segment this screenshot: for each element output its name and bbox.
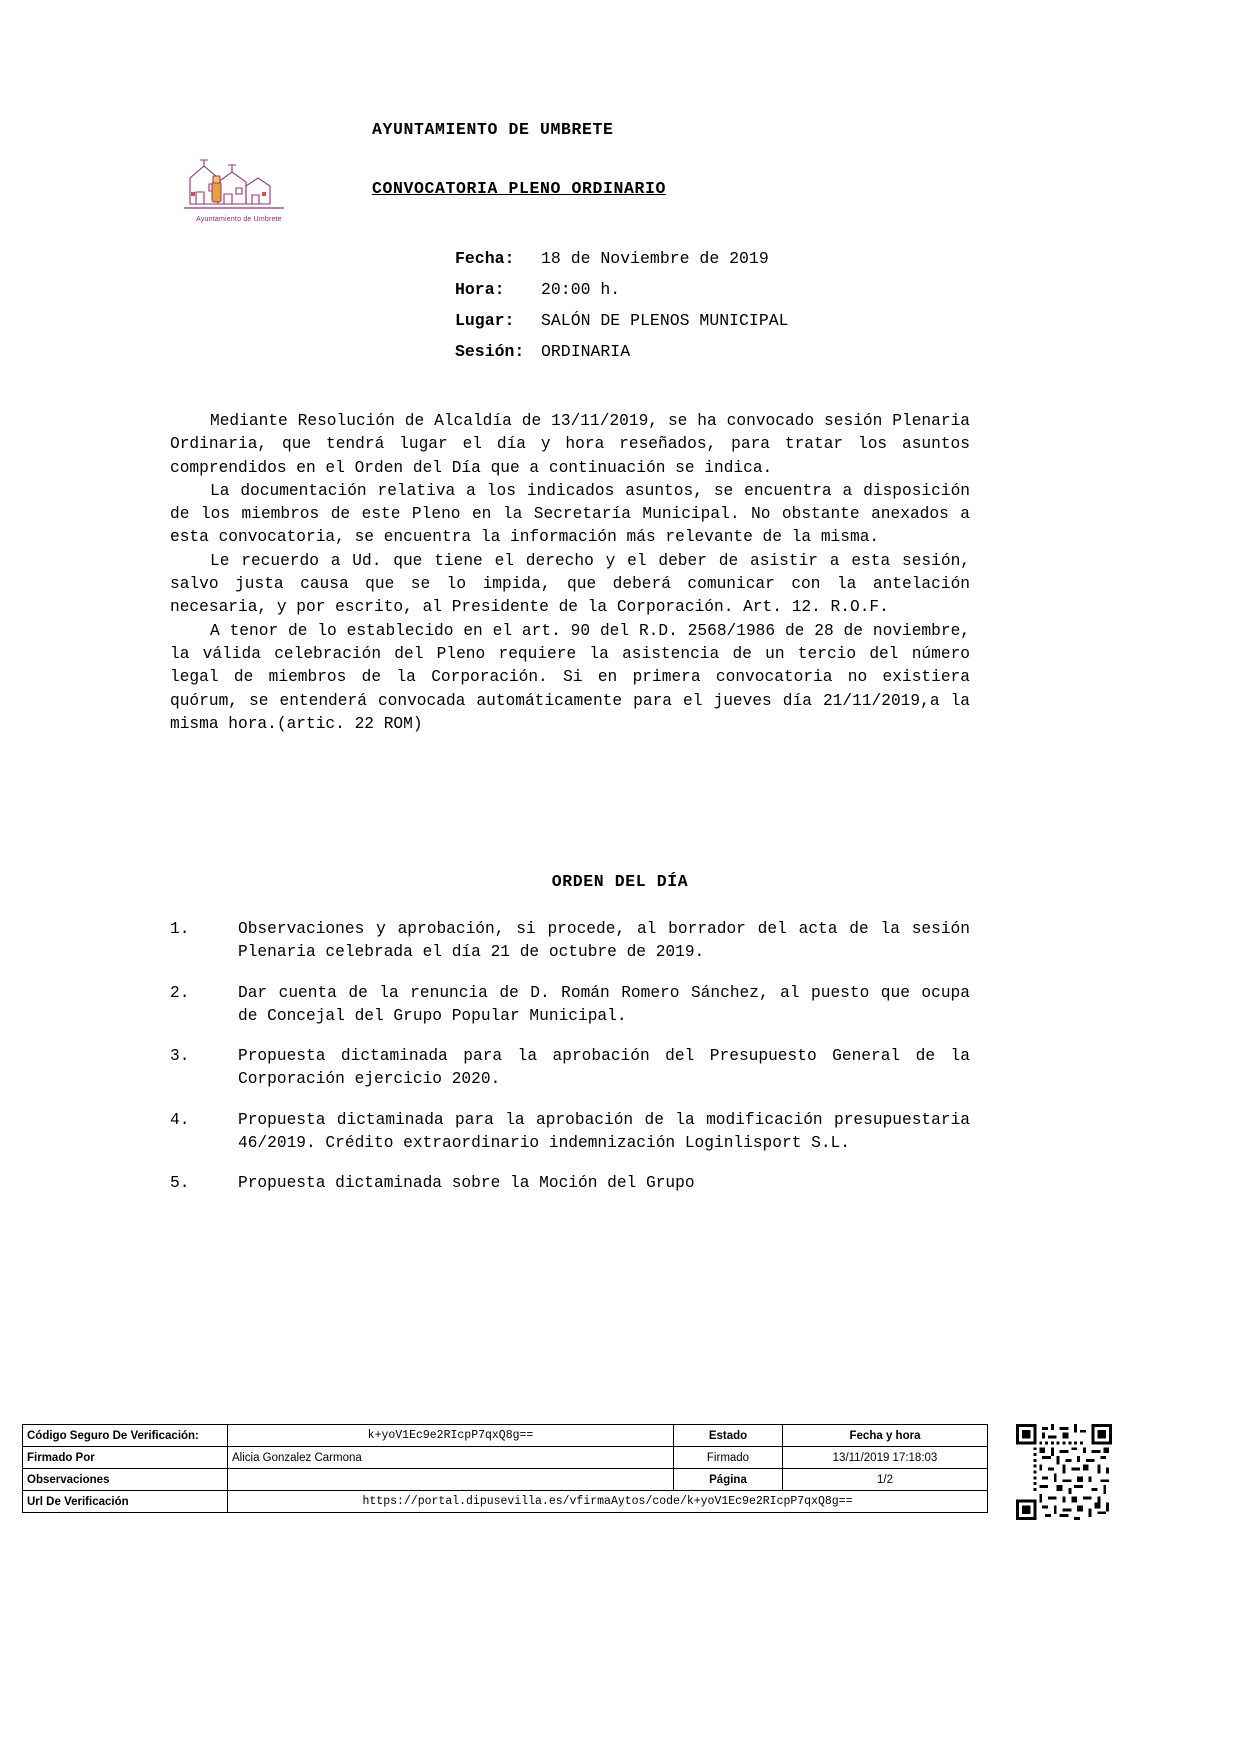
meta-value-fecha: 18 de Noviembre de 2019 [541,249,769,268]
document-title: CONVOCATORIA PLENO ORDINARIO [372,179,667,198]
agenda-item-text: Observaciones y aprobación, si procede, al borrador del acta de la sesión Plenaria celebrada el día 21 de octubre de 2019. [238,920,970,962]
agenda-item [170,1172,970,1195]
agenda-item [170,1045,970,1092]
meta-row-lugar [455,305,789,336]
paragraph-3: Le recuerdo a Ud. que tiene el derecho y el deber de asistir a esta sesión, salvo justa causa que se lo impida, que deberá comunicar con la antelación necesaria, y por escrito, al Presidente de la Corporación. Art. 12. R.O.F. [170,551,970,617]
logo-caption: Ayuntamiento de Umbrete [196,216,282,223]
agenda-item-number: 4. [170,1110,190,1129]
meta-label-hora: Hora: [455,280,505,299]
verification-table [22,1424,988,1513]
agenda-item-text: Dar cuenta de la renuncia de D. Román Romero Sánchez, al puesto que ocupa de Concejal del Grupo Popular Municipal. [238,983,970,1025]
observaciones-label: Observaciones [23,1469,228,1491]
meta-label-fecha: Fecha: [455,249,515,268]
agenda-item [170,918,970,965]
organization-title: AYUNTAMIENTO DE UMBRETE [372,120,614,139]
agenda-item-number: 1. [170,920,190,938]
municipal-coat-of-arms-logo [174,152,304,234]
agenda-item-number: 2. [170,983,190,1002]
meta-label-lugar: Lugar: [455,311,515,330]
url-value[interactable]: https://portal.dipusevilla.es/vfirmaAytos/code/k+yoV1Ec9e2RIcpP7qxQ8g== [228,1491,988,1513]
meta-label-sesion: Sesión: [455,342,525,361]
table-row [23,1447,988,1469]
agenda-item-text: Propuesta dictaminada para la aprobación del Presupuesto General de la Corporación ejercicio 2020. [238,1047,970,1089]
pagina-header: Página [674,1469,783,1491]
estado-value: Firmado [674,1447,783,1469]
firmado-por-label: Firmado Por [23,1447,228,1469]
csv-label: Código Seguro De Verificación: [23,1425,228,1447]
meta-row-hora [455,274,789,305]
meta-row-fecha [455,243,789,274]
paragraph-1: Mediante Resolución de Alcaldía de 13/11/2019, se ha convocado sesión Plenaria Ordinaria, que tendrá lugar el día y hora reseñados, para tratar los asuntos comprendidos en el Orden del Día que a continuación se indica. [170,412,970,477]
meta-value-hora: 20:00 h. [541,280,621,299]
agenda-item-number: 5. [170,1174,190,1193]
csv-value: k+yoV1Ec9e2RIcpP7qxQ8g== [228,1425,674,1447]
agenda-item-text: Propuesta dictaminada sobre la Moción del Grupo [238,1174,695,1193]
fecha-hora-value: 13/11/2019 17:18:03 [783,1447,988,1469]
estado-header: Estado [674,1425,783,1447]
agenda-item-text: Propuesta dictaminada para la aprobación de la modificación presupuestaria 46/2019. Crédito extraordinario indemnización Loginlisport S.L. [238,1110,970,1153]
observaciones-value [228,1469,674,1491]
table-row [23,1469,988,1491]
url-label: Url De Verificación [23,1491,228,1513]
paragraph-4: A tenor de lo establecido en el art. 90 del R.D. 2568/1986 de 28 de noviembre, la válida celebración del Pleno requiere la asistencia de un tercio del número legal de miembros de la Corporación. Si en primera convocatoria no existiera quórum, se entenderá convocada automáticamente para el jueves día 21/11/2019,a la misma hora.(artic. 22 ROM) [170,621,970,733]
agenda-item [170,1109,970,1156]
body-paragraphs [170,410,970,736]
meta-value-sesion: ORDINARIA [541,342,631,361]
meta-row-sesion [455,336,789,367]
paragraph-2: La documentación relativa a los indicados asuntos, se encuentra a disposición de los miembros de este Pleno en la Secretaría Municipal. No obstante anexados a esta convocatoria, se encuentra la información más relevante de la misma. [170,481,970,547]
pagina-value: 1/2 [783,1469,988,1491]
qr-code-icon [1016,1424,1112,1520]
agenda-heading: ORDEN DEL DÍA [551,872,689,891]
fecha-hora-header: Fecha y hora [783,1425,988,1447]
table-row [23,1425,988,1447]
agenda-item-number: 3. [170,1047,190,1066]
session-meta-block [455,243,789,367]
meta-value-lugar: SALÓN DE PLENOS MUNICIPAL [541,311,789,330]
agenda-list [170,918,970,1213]
agenda-item [170,982,970,1029]
table-row [23,1491,988,1513]
firmado-por-value: Alicia Gonzalez Carmona [228,1447,674,1469]
verification-footer [22,1424,1218,1513]
